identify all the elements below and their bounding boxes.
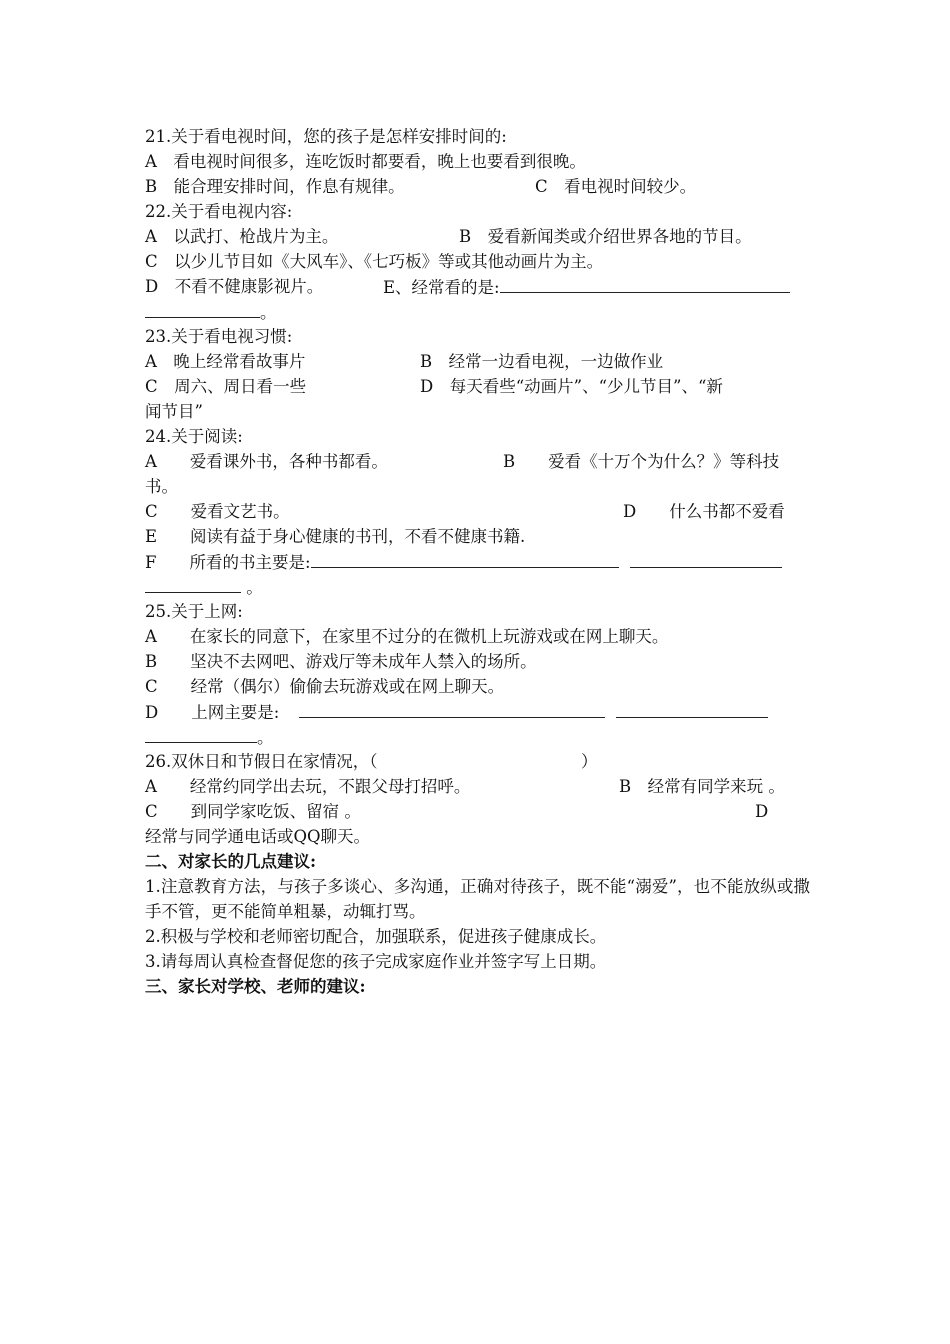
q24-option-e: E 阅读有益于身心健康的书刊，不看不健康书籍.: [145, 527, 526, 546]
q24-answer-blank-3[interactable]: [145, 574, 241, 593]
q24-option-d: D 什么书都不爱看: [623, 502, 785, 521]
q23-option-d: D 每天看些“动画片”、“少儿节目”、“新: [420, 377, 723, 396]
q21-option-b: B 能合理安排时间，作息有规律。: [145, 177, 405, 196]
q21-option-c: C 看电视时间较少。: [535, 177, 697, 196]
q26-title: 26.双休日和节假日在家情况，（: [145, 752, 378, 771]
q24-option-b-continuation: 书。: [145, 477, 178, 496]
q22-option-c: C 以少儿节目如《大风车》、《七巧板》等或其他动画片为主。: [145, 252, 604, 271]
q22-option-e-label: E、经常看的是:: [383, 278, 500, 297]
section2-item-3: 3.请每周认真检查督促您的孩子完成家庭作业并签字写上日期。: [145, 952, 607, 971]
q25-option-a: A 在家长的同意下，在家里不过分的在微机上玩游戏或在网上聊天。: [145, 627, 669, 646]
q23-options-cd: [145, 374, 810, 399]
q25-answer-blank[interactable]: [299, 699, 605, 718]
q23-option-b: B 经常一边看电视，一边做作业: [420, 352, 664, 371]
q24-options-ab: [145, 449, 810, 474]
q25-option-d-label: D 上网主要是:: [145, 703, 280, 722]
q24-blank-continuation: [145, 574, 810, 599]
q22-answer-blank[interactable]: [500, 274, 790, 293]
q23-option-c: C 周六、周日看一些: [145, 377, 307, 396]
q26-option-b: B 经常有同学来玩 。: [619, 777, 785, 796]
q24-option-b: B 爱看《十万个为什么？》等科技: [503, 452, 780, 471]
q22-end-mark: 。: [260, 303, 277, 322]
q26-title-close: ）: [581, 752, 598, 771]
q24-end-mark: 。: [246, 578, 263, 597]
q22-blank-continuation: [145, 299, 810, 324]
q22-answer-blank-2[interactable]: [145, 299, 260, 318]
q24-answer-blank[interactable]: [311, 549, 619, 568]
q25-option-b: B 坚决不去网吧、游戏厅等未成年人禁入的场所。: [145, 652, 537, 671]
q25-title: 25.关于上网:: [145, 602, 243, 621]
q26-option-d-continuation: 经常与同学通电话或QQ聊天。: [145, 827, 371, 846]
q24-title: 24.关于阅读:: [145, 427, 243, 446]
q24-answer-blank-2[interactable]: [630, 549, 782, 568]
q22-option-e: [383, 274, 790, 300]
section2-item-1: 1.注意教育方法，与孩子多谈心、多沟通，正确对待孩子，既不能“溺爱”，也不能放纵或撒手不管，更不能简单粗暴，动辄打骂。: [145, 877, 810, 921]
document-page: [145, 124, 810, 999]
q21-option-a: A 看电视时间很多，连吃饭时都要看，晚上也要看到很晚。: [145, 152, 586, 171]
q24-option-c: C 爱看文艺书。: [145, 502, 290, 521]
q24-options-cd: [145, 499, 810, 524]
q23-option-a: A 晚上经常看故事片: [145, 352, 306, 371]
q22-title: 22.关于看电视内容:: [145, 202, 293, 221]
q24-option-f: [145, 549, 810, 574]
q25-option-c: C 经常（偶尔）偷偷去玩游戏或在网上聊天。: [145, 677, 505, 696]
q23-title: 23.关于看电视习惯:: [145, 327, 293, 346]
q25-option-d: [145, 699, 810, 724]
q25-answer-blank-3[interactable]: [145, 724, 257, 743]
q22-option-d: D 不看不健康影视片。: [145, 277, 324, 296]
q22-options-de: [145, 274, 810, 299]
q26-option-c: C 到同学家吃饭、留宿 。: [145, 802, 361, 821]
q21-options-bc: [145, 174, 810, 199]
section2-item-2: 2.积极与学校和老师密切配合，加强联系，促进孩子健康成长。: [145, 927, 607, 946]
q23-options-ab: [145, 349, 810, 374]
q25-end-mark: 。: [257, 728, 274, 747]
section2-heading: 二、对家长的几点建议:: [145, 852, 317, 871]
q21-title: 21.关于看电视时间，您的孩子是怎样安排时间的:: [145, 127, 507, 146]
q26-options-cd: [145, 799, 810, 824]
q26-options-ab: [145, 774, 810, 799]
q24-option-a: A 爱看课外书，各种书都看。: [145, 452, 388, 471]
q22-option-b: B 爱看新闻类或介绍世界各地的节目。: [459, 227, 752, 246]
q26-title-line: [145, 749, 810, 774]
q22-options-ab: [145, 224, 810, 249]
q23-option-d-continuation: 闻节目”: [145, 402, 203, 421]
q25-blank-continuation: [145, 724, 810, 749]
q24-option-f-label: F 所看的书主要是:: [145, 553, 311, 572]
section3-heading: 三、家长对学校、老师的建议:: [145, 977, 366, 996]
q22-option-a: A 以武打、枪战片为主。: [145, 227, 339, 246]
q26-option-d: D: [755, 802, 769, 821]
q26-option-a: A 经常约同学出去玩，不跟父母打招呼。: [145, 777, 471, 796]
q25-answer-blank-2[interactable]: [616, 699, 768, 718]
